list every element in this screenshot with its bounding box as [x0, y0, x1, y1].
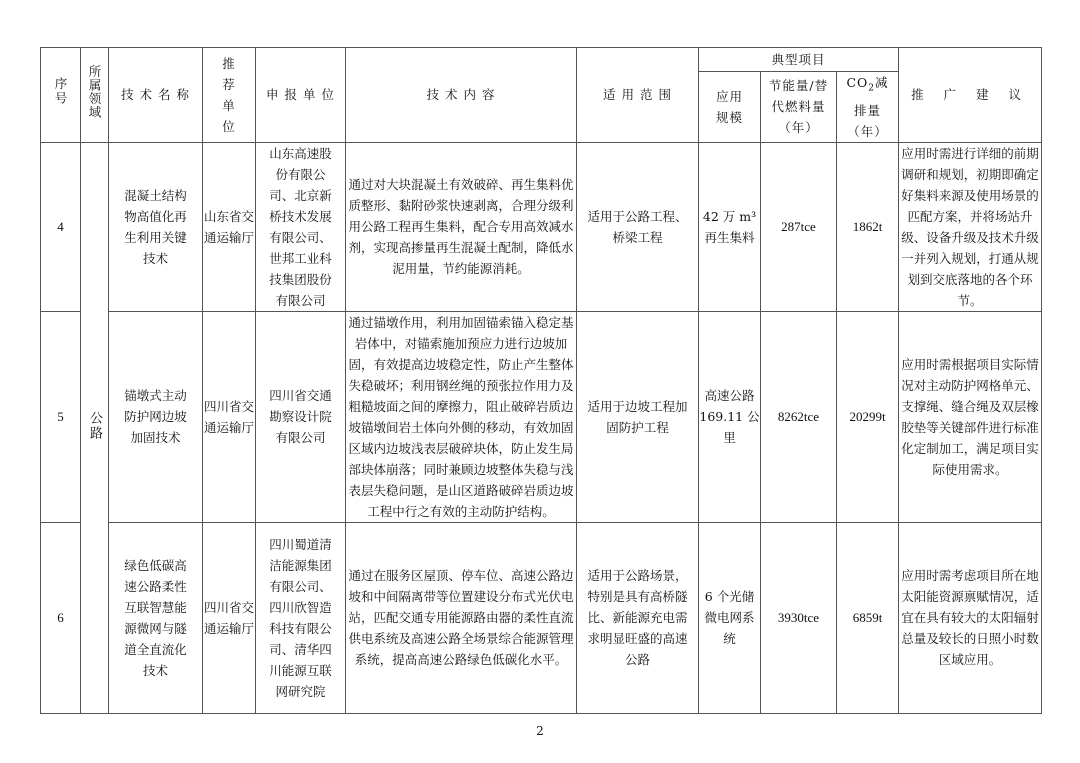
row-energy: 3930tce — [761, 522, 837, 713]
header-scale: 应用规模 — [699, 72, 761, 143]
table-row — [41, 142, 1042, 311]
header-seq: 序号 — [41, 48, 81, 143]
row-applicant: 山东高速股份有限公司、北京新桥技术发展有限公司、世邦工业科技集团股份有限公司 — [256, 142, 346, 311]
header-scope: 适 用 范 围 — [577, 48, 699, 143]
table-row — [41, 311, 1042, 522]
row-recommender: 四川省交通运输厅 — [203, 522, 256, 713]
header-co2: $CO_2$减排量（年） — [837, 72, 899, 143]
header-advice: 推 广 建 议 — [899, 48, 1042, 143]
header-typical-project: 典型项目 — [699, 48, 899, 72]
row-scope: 适用于公路场景，特别是具有高桥隧比、新能源充电需求明显旺盛的高速公路 — [577, 522, 699, 713]
row-tech-name: 绿色低碳高速公路柔性互联智慧能源微网与隧道全直流化技术 — [109, 522, 203, 713]
row-co2: 20299t — [837, 311, 899, 522]
row-applicant: 四川省交通勘察设计院有限公司 — [256, 311, 346, 522]
row-seq: 4 — [41, 142, 81, 311]
row-content: 通过在服务区屋顶、停车位、高速公路边坡和中间隔离带等位置建设分布式光伏电站，匹配交通专用能源路由器的柔性直流供电系统及高速公路全场景综合能源管理系统，提高高速公路绿色低碳化水平。 — [346, 522, 577, 713]
table-row — [41, 522, 1042, 713]
row-co2: 6859t — [837, 522, 899, 713]
row-scope: 适用于边坡工程加固防护工程 — [577, 311, 699, 522]
row-advice: 应用时需根据项目实际情况对主动防护网格单元、支撑绳、缝合绳及双层橡胶垫等关键部件进行标准化定制加工，满足项目实际使用需求。 — [899, 311, 1042, 522]
row-scale: 6 个光储微电网系统 — [699, 522, 761, 713]
header-tech-name: 技 术 名 称 — [109, 48, 203, 143]
header-content: 技 术 内 容 — [346, 48, 577, 143]
row-tech-name: 锚墩式主动防护网边坡加固技术 — [109, 311, 203, 522]
row-energy: 287tce — [761, 142, 837, 311]
row-scope: 适用于公路工程、桥梁工程 — [577, 142, 699, 311]
row-scale: 高速公路 169.11 公里 — [699, 311, 761, 522]
technology-table — [40, 47, 1042, 714]
row-recommender: 四川省交通运输厅 — [203, 311, 256, 522]
row-co2: 1862t — [837, 142, 899, 311]
row-applicant: 四川蜀道清洁能源集团有限公司、四川欣智造科技有限公司、清华四川能源互联网研究院 — [256, 522, 346, 713]
row-advice: 应用时需考虑项目所在地太阳能资源禀赋情况，适宜在具有较大的太阳辐射总量及较长的日照小时数区域应用。 — [899, 522, 1042, 713]
header-energy: 节能量/替代燃料量（年） — [761, 72, 837, 143]
row-seq: 6 — [41, 522, 81, 713]
row-content: 通过锚墩作用，利用加固锚索锚入稳定基岩体中，对锚索施加预应力进行边坡加固，有效提高边坡稳定性，防止产生整体失稳破坏；利用钢丝绳的预张拉作用力及粗糙坡面之间的摩擦力，阻止破碎岩质边坡锚墩间岩土体向外侧的移动，有效加固区域内边坡浅表层破碎块体，防止发生局部块体崩落；同时兼顾边坡整体失稳与浅表层失稳问题，是山区道路破碎岩质边坡工程中行之有效的主动防护结构。 — [346, 311, 577, 522]
row-seq: 5 — [41, 311, 81, 522]
row-tech-name: 混凝土结构物高值化再生利用关键技术 — [109, 142, 203, 311]
header-applicant: 申 报 单 位 — [256, 48, 346, 143]
row-advice: 应用时需进行详细的前期调研和规划，初期即确定好集料来源及使用场景的匹配方案，并将场站升级、设备升级及技术升级一并列入规划，打通从规划到交底落地的各个环节。 — [899, 142, 1042, 311]
row-scale: 42 万 m³ 再生集料 — [699, 142, 761, 311]
field-cell: 公路 — [81, 142, 109, 713]
row-content: 通过对大块混凝土有效破碎、再生集料优质整形、黏附砂浆快速剥离，合理分级利用公路工程再生集料，配合专用高效减水剂，实现高掺量再生混凝土配制，降低水泥用量，节约能源消耗。 — [346, 142, 577, 311]
row-recommender: 山东省交通运输厅 — [203, 142, 256, 311]
page-number: 2 — [536, 724, 544, 738]
row-energy: 8262tce — [761, 311, 837, 522]
header-recommender: 推 荐 单 位 — [203, 48, 256, 143]
header-field: 所属领域 — [81, 48, 109, 143]
